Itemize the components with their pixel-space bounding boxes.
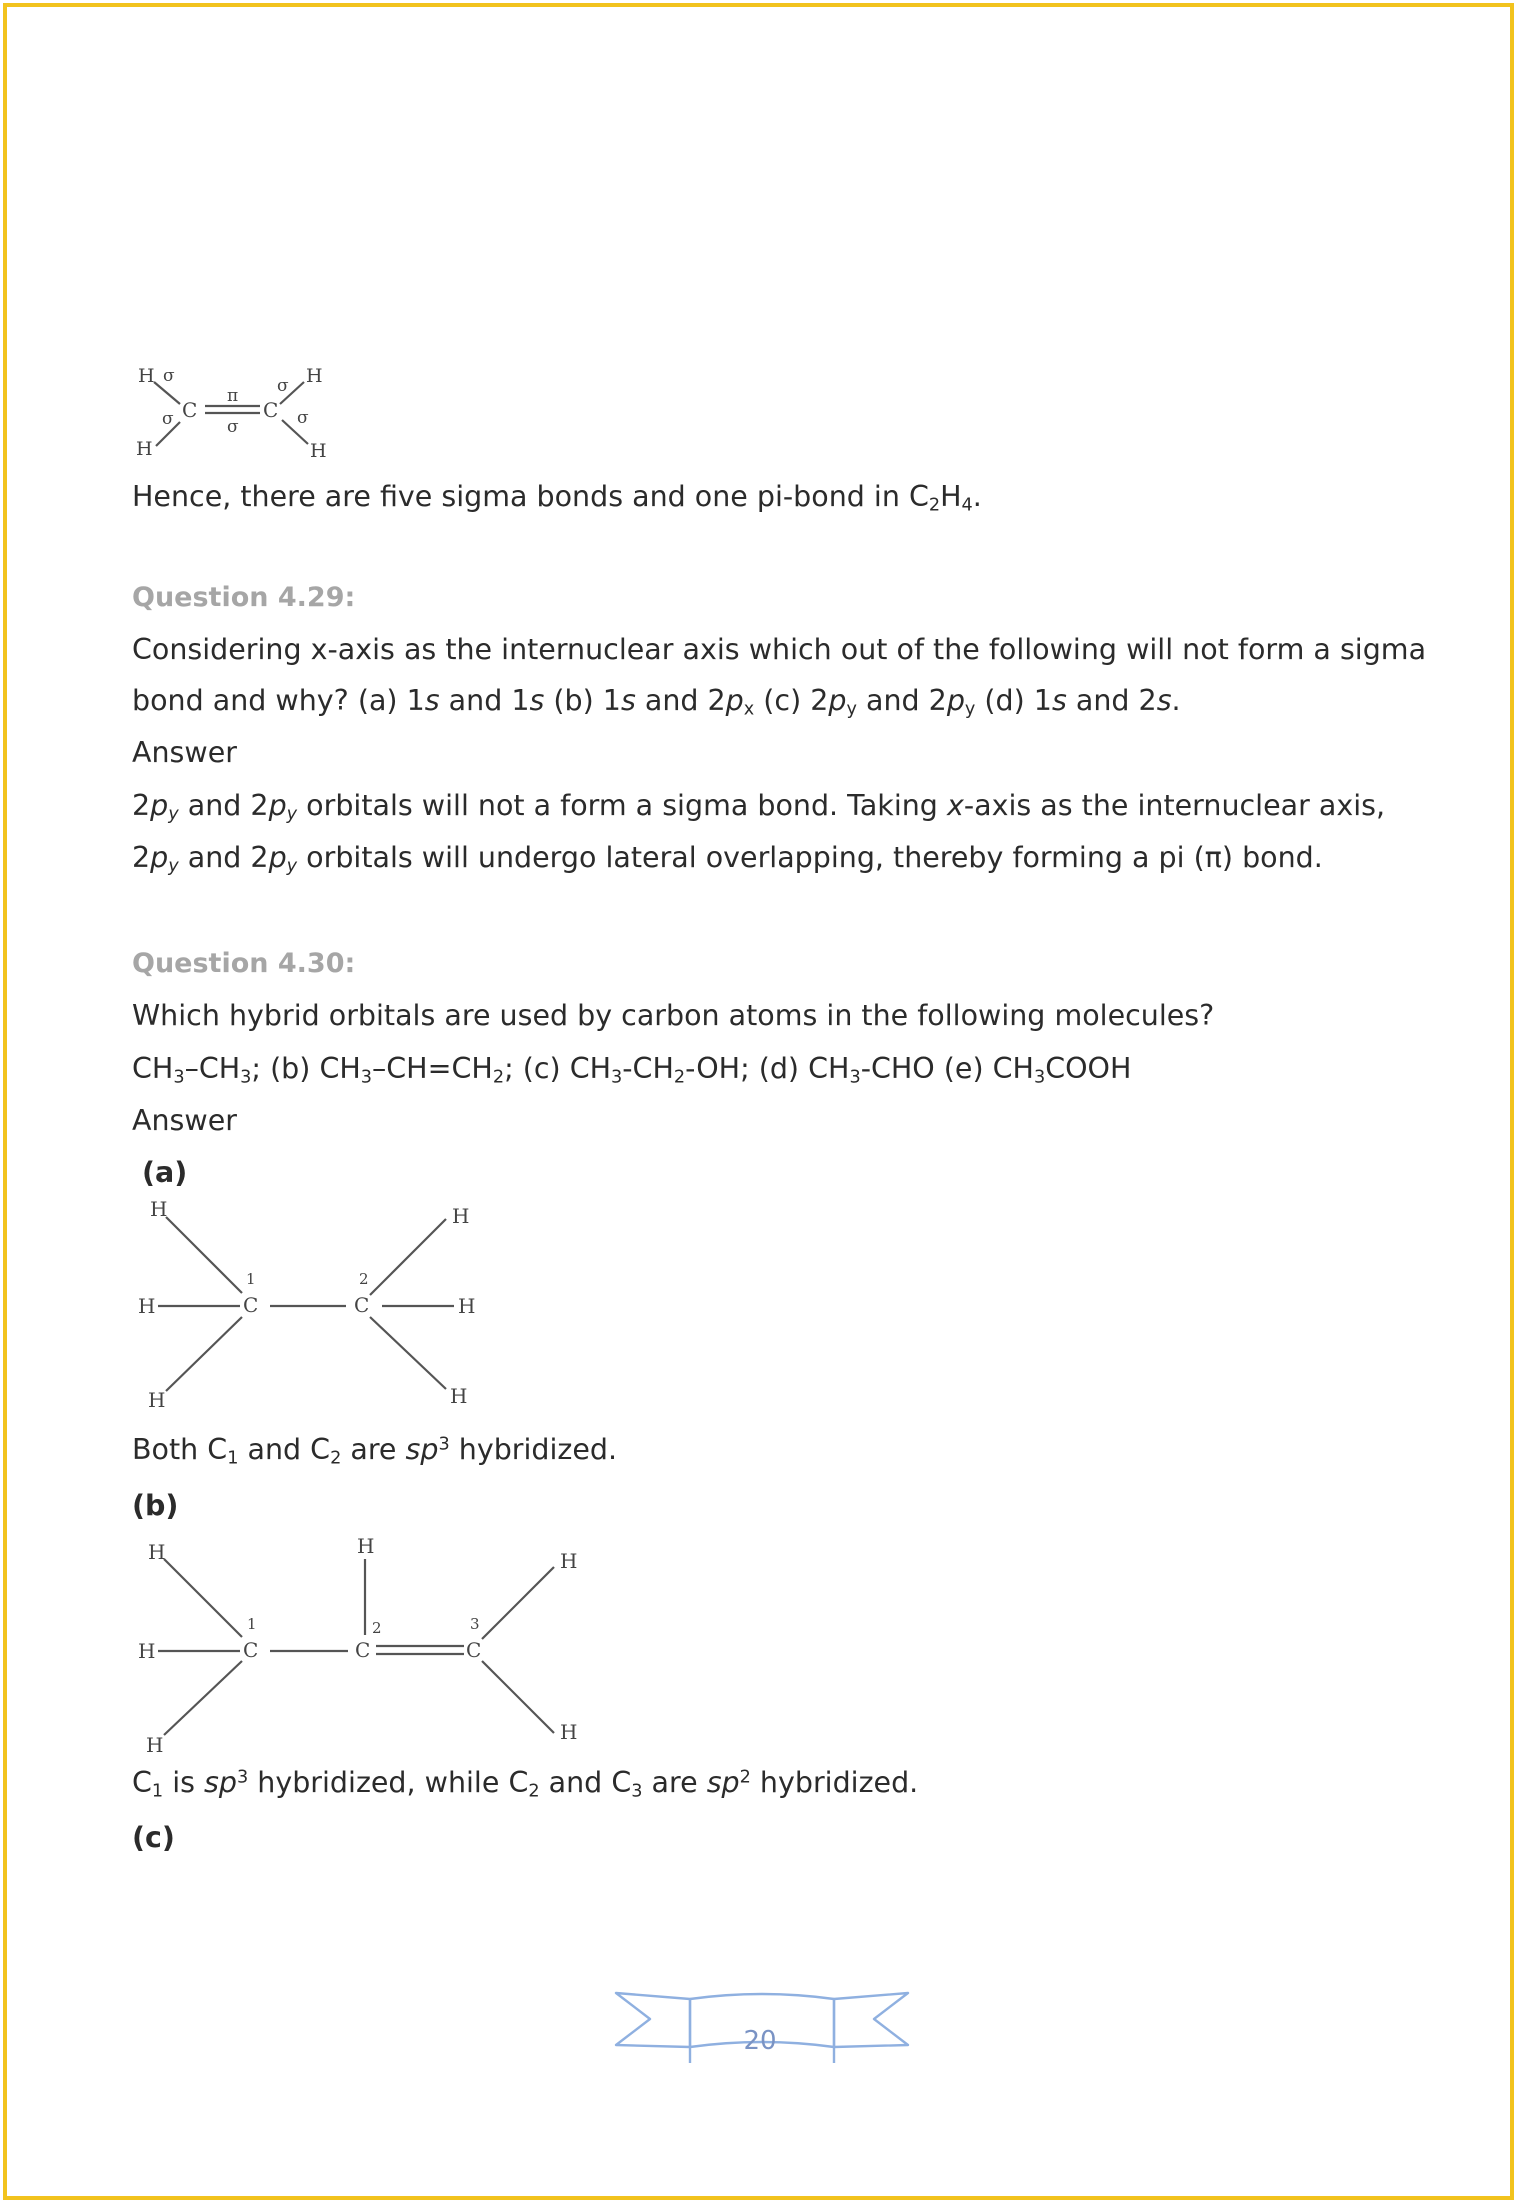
carbon-number-3: 3 bbox=[470, 1615, 480, 1633]
part-a-result: Both $C_1$ and $C_2$ are $sp^3$ hybridized. bbox=[132, 1433, 618, 1469]
sigma-label: σ bbox=[277, 376, 289, 396]
atom-c: C bbox=[182, 398, 198, 422]
ribbon-top-edge bbox=[690, 1994, 834, 1999]
carbon-number-2: 2 bbox=[372, 1619, 382, 1637]
atom-c: C bbox=[355, 1638, 371, 1662]
bond-line bbox=[370, 1317, 446, 1389]
atom-h: H bbox=[138, 1639, 156, 1663]
question-4-29-heading: Question 4.29: bbox=[132, 582, 356, 613]
ethene-bond-diagram bbox=[130, 360, 350, 465]
carbon-number-1: 1 bbox=[247, 1615, 257, 1633]
atom-c: C bbox=[243, 1293, 259, 1317]
propene-structure-diagram bbox=[130, 1535, 600, 1760]
page-number: 20 bbox=[743, 2026, 777, 2056]
question-4-29-text: Considering x-axis as the internuclear axis which out of the following will not form a sigma bbox=[132, 633, 1427, 666]
bond-line bbox=[164, 1559, 242, 1637]
sigma-label: σ bbox=[162, 409, 174, 429]
question-4-30-molecules: $CH_3-CH_3$; (b) $CH_3-CH=CH_2$; (c) $CH_3-CH_2-OH$; (d) $CH_3$-CHO (e) $CH_3COOH$ bbox=[132, 1052, 1132, 1088]
question-4-29-options: bond and why? (a) 1s and 1s (b) 1s and $2p_x$ (c) $2p_y$ and $2p_y$ (d) 1s and 2s. bbox=[132, 684, 1181, 720]
atom-c: C bbox=[466, 1638, 482, 1662]
atom-h: H bbox=[306, 365, 323, 387]
sigma-label: σ bbox=[297, 408, 309, 428]
answer-label: Answer bbox=[132, 736, 237, 769]
question-4-30-heading: Question 4.30: bbox=[132, 948, 356, 979]
atom-h: H bbox=[138, 1294, 156, 1318]
part-b-result: $C_1$ is $sp^3$ hybridized, while $C_2$ and $C_3$ are $sp^2$ hybridized. bbox=[132, 1766, 919, 1802]
part-c-label: (c) bbox=[132, 1821, 175, 1854]
bond-line bbox=[482, 1567, 554, 1639]
part-a-label: (a) bbox=[142, 1156, 188, 1189]
question-4-29-answer-line-1: $2p_y$ and $2p_y$ orbitals will not a form a sigma bond. Taking x-axis as the internuclear axis, bbox=[132, 789, 1386, 825]
c2h4-conclusion: Hence, there are five sigma bonds and one pi-bond in $C_2H_4$. bbox=[132, 480, 982, 516]
atom-h: H bbox=[357, 1535, 375, 1558]
sigma-label: σ bbox=[163, 366, 175, 386]
ribbon-left-end bbox=[616, 1993, 690, 2047]
bond-line bbox=[482, 1661, 554, 1733]
bond-line bbox=[370, 1219, 446, 1295]
part-b-label: (b) bbox=[132, 1489, 179, 1522]
atom-h: H bbox=[560, 1549, 578, 1573]
atom-h: H bbox=[148, 1388, 166, 1412]
ethane-structure-diagram bbox=[130, 1195, 500, 1420]
question-4-30-text: Which hybrid orbitals are used by carbon atoms in the following molecules? bbox=[132, 999, 1215, 1032]
atom-h: H bbox=[146, 1733, 164, 1757]
bond-line bbox=[166, 1217, 242, 1293]
atom-h: H bbox=[560, 1720, 578, 1744]
answer-label: Answer bbox=[132, 1104, 237, 1137]
pi-label: π bbox=[227, 386, 239, 406]
bond-line bbox=[164, 1661, 242, 1735]
carbon-number-2: 2 bbox=[359, 1270, 369, 1288]
atom-h: H bbox=[310, 440, 327, 462]
atom-h: H bbox=[458, 1294, 476, 1318]
question-4-29-answer-line-2: $2p_y$ and $2p_y$ orbitals will undergo lateral overlapping, thereby forming a pi (π) bond. bbox=[132, 841, 1323, 877]
ribbon-right-end bbox=[834, 1993, 908, 2047]
atom-c: C bbox=[354, 1293, 370, 1317]
atom-h: H bbox=[450, 1384, 468, 1408]
sigma-label: σ bbox=[227, 417, 239, 437]
atom-h: H bbox=[452, 1204, 470, 1228]
atom-h: H bbox=[148, 1540, 166, 1564]
bond-line bbox=[166, 1317, 242, 1391]
atom-c: C bbox=[263, 398, 279, 422]
atom-c: C bbox=[243, 1638, 259, 1662]
atom-h: H bbox=[136, 438, 153, 460]
atom-h: H bbox=[138, 365, 155, 387]
carbon-number-1: 1 bbox=[246, 1270, 256, 1288]
atom-h: H bbox=[150, 1197, 168, 1221]
